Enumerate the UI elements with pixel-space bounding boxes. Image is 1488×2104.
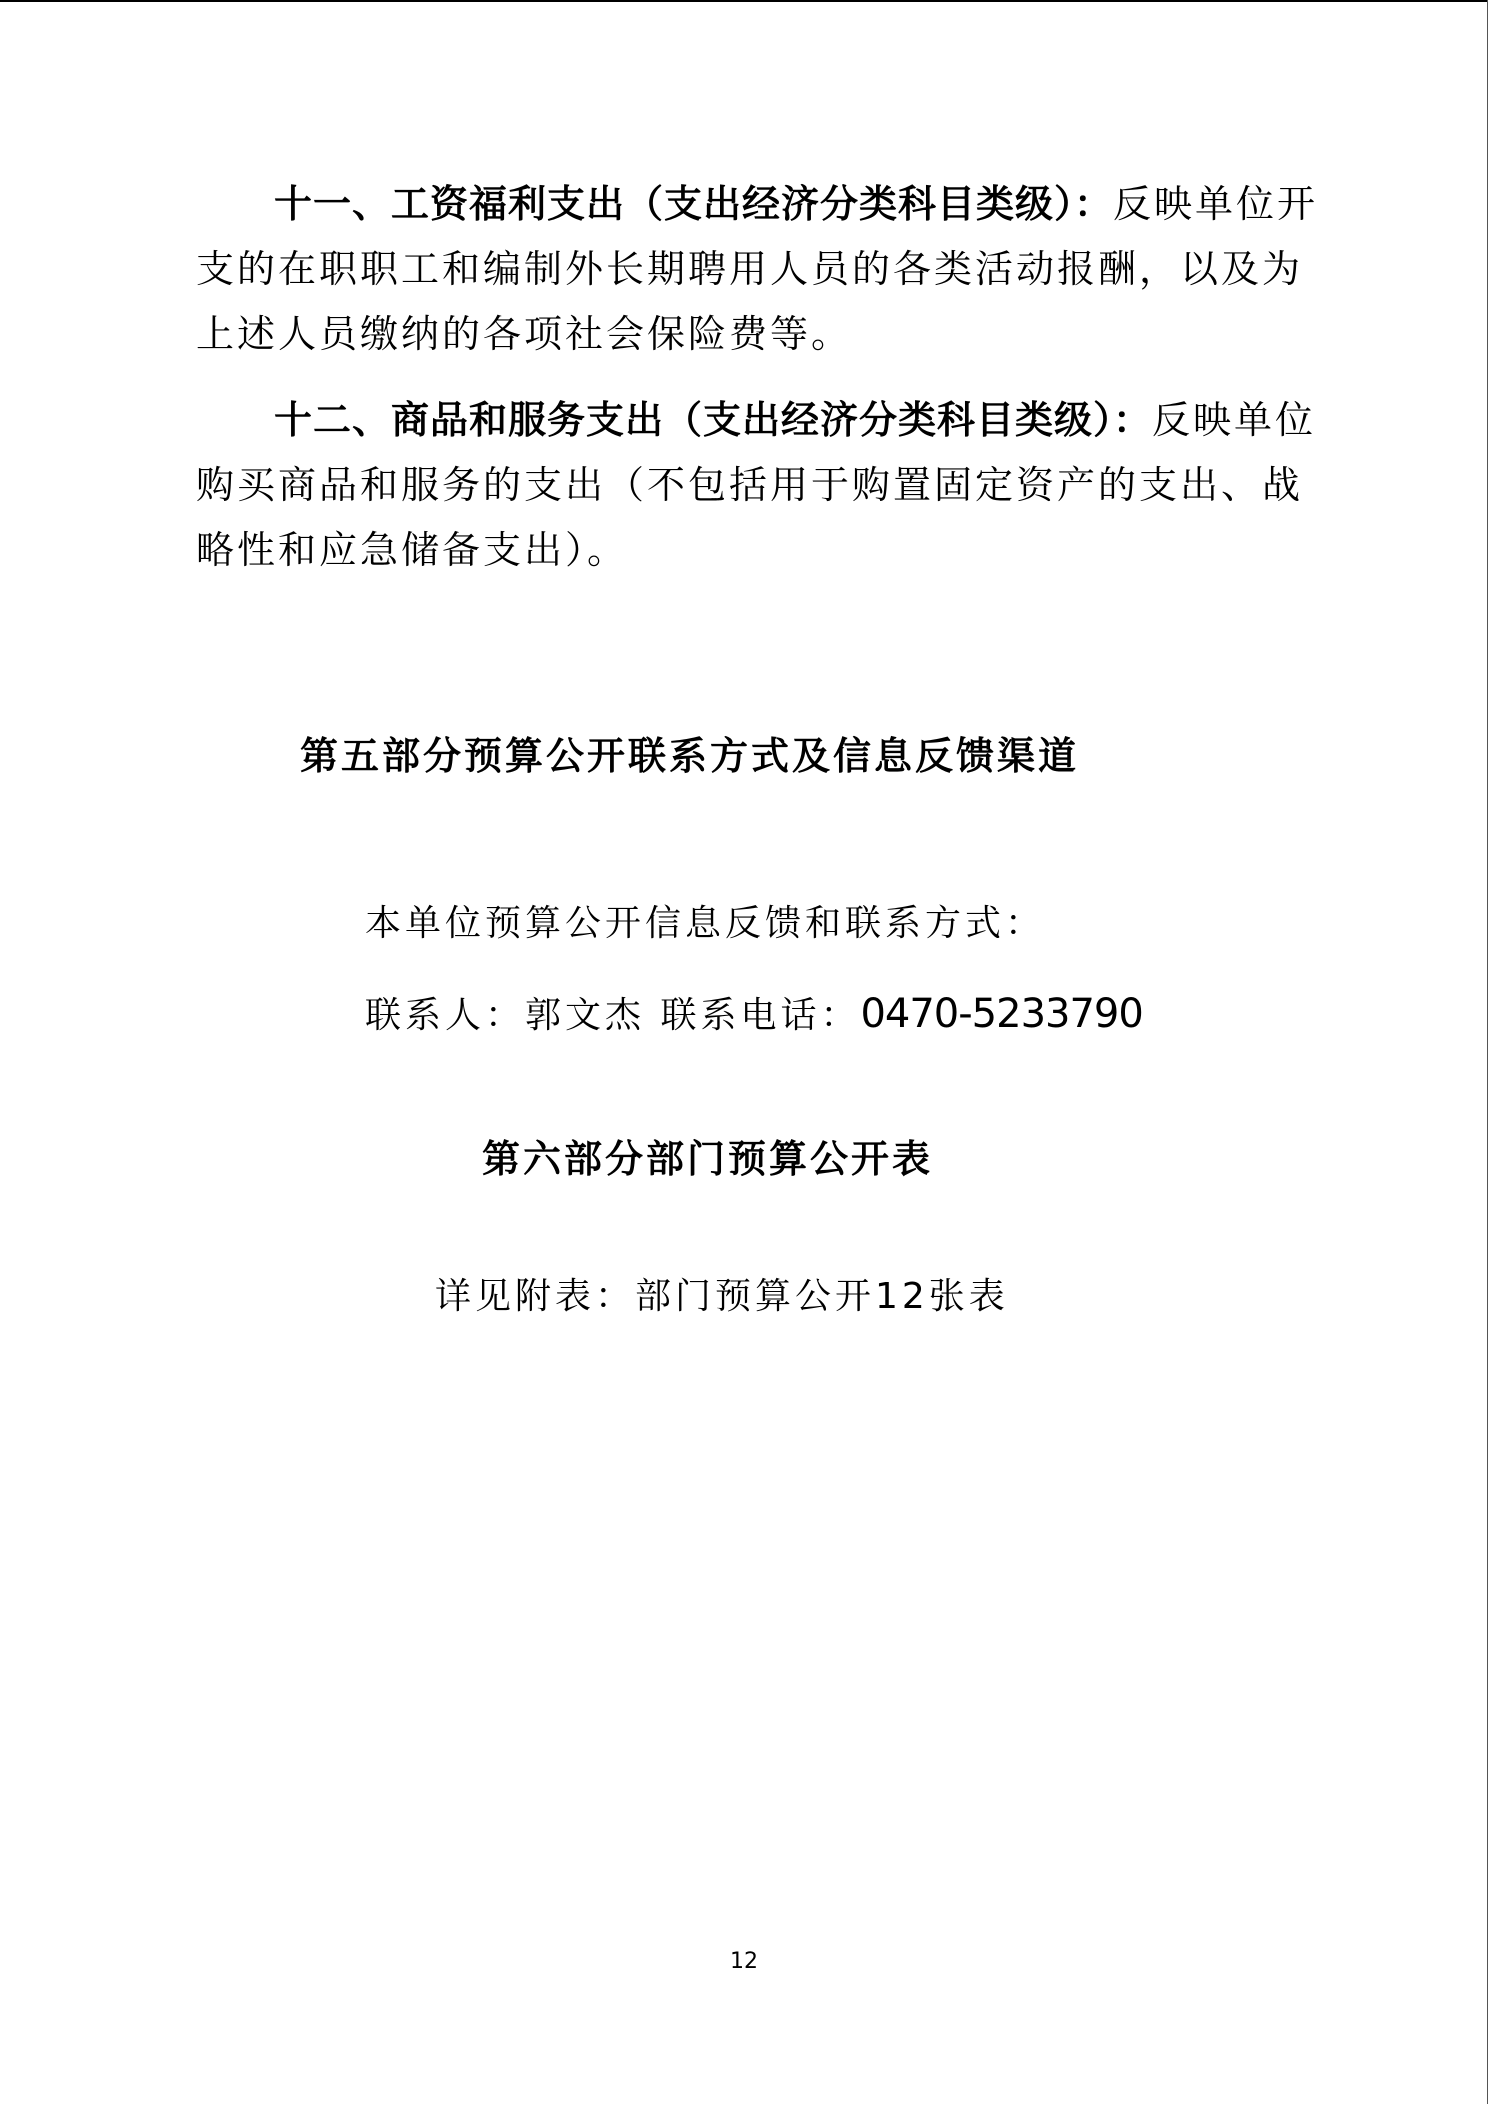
attachment-line: 详见附表：部门预算公开12张表 (435, 1276, 1009, 1317)
part-6-heading: 第六部分部门预算公开表 (482, 1136, 934, 1181)
contact-line (365, 989, 1143, 1041)
section-11-paragraph (196, 172, 1336, 367)
section-11-lead: 十一、工资福利支出（支出经济分类科目类级）： (274, 182, 1114, 226)
section-12-lead: 十二、商品和服务支出（支出经济分类科目类级）： (274, 398, 1153, 442)
page-top-border (0, 0, 1488, 2)
section-12-paragraph (196, 388, 1336, 583)
feedback-line: 本单位预算公开信息反馈和联系方式： (365, 903, 1046, 944)
contact-phone: 0470-5233790 (860, 991, 1143, 1037)
section-12-body: 反映单位购买商品和服务的支出（不包括用于购置固定资产的支出、战略性和应急储备支出）。 (196, 398, 1317, 572)
page-number: 12 (730, 1949, 758, 1974)
contact-label: 联系人：郭文杰 联系电话： (365, 995, 861, 1036)
section-11-body: 反映单位开支的在职职工和编制外长期聘用人员的各类活动报酬，以及为上述人员缴纳的各项社会保险费等。 (196, 182, 1319, 356)
part-5-heading: 第五部分预算公开联系方式及信息反馈渠道 (300, 733, 1080, 778)
